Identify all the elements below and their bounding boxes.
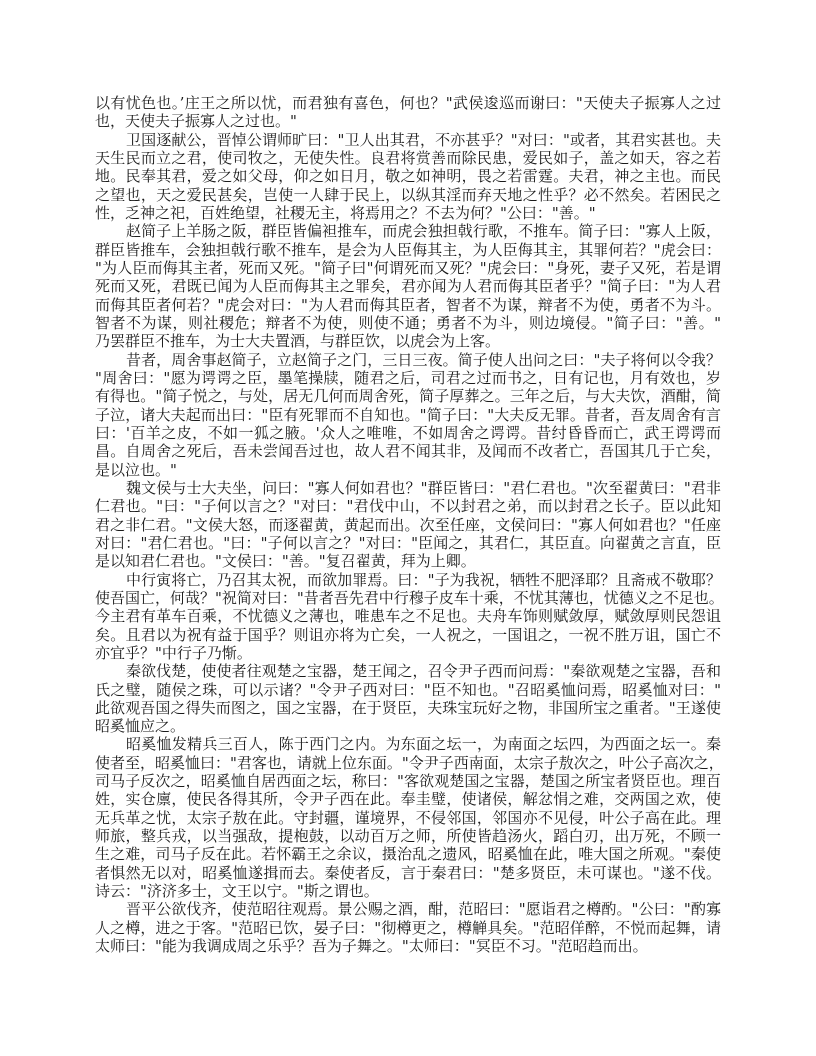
text-line: 性，乏神之祀，百姓绝望，社稷无主，将焉用之？不去为何？"公曰："善。" — [95, 203, 596, 222]
text-line: 晋平公欲伐齐，使范昭往观焉。景公赐之酒，酣，范昭曰："愿诣君之樽酌。"公曰："酌寡 — [126, 900, 721, 919]
text-line: 昭奚恤应之。 — [95, 717, 186, 736]
text-line: 之望也，天之爱民甚矣，岂使一人肆于民上，以纵其淫而弃天地之性乎？必不然矣。若困民之 — [95, 185, 721, 204]
text-line: 而侮其臣者何若？"虎会对曰："为人君而侮其臣者，智者不为谋，辩者不为使，勇者不为斗。 — [95, 295, 721, 314]
text-line: 司马子反次之，昭奚恤自居西面之坛，称曰："客欲观楚国之宝器，楚国之所宝者贤臣也。理百 — [95, 772, 721, 791]
text-line: 使者至，昭奚恤曰："君客也，请就上位东面。"令尹子西南面，太宗子敖次之，叶公子高次之， — [95, 753, 724, 772]
text-line: 姓，实仓廪，使民各得其所，令尹子西在此。奉圭璧，使诸侯，解忿悁之难，交两国之欢，使 — [95, 790, 721, 809]
paragraph — [95, 479, 721, 571]
text-line: 赵简子上羊肠之阪，群臣皆偏袒推车，而虎会独担戟行歌，不推车。简子曰："寡人上阪， — [126, 222, 721, 241]
text-line: 诗云："济济多士，文王以宁。"斯之谓也。 — [95, 882, 379, 901]
text-line: 以有忧色也。’庄王之所以忧，而君独有喜色，何也？"武侯逡巡而谢曰："天使夫子振寡人之过 — [95, 94, 721, 112]
text-line: 魏文侯与士大夫坐，问曰："寡人何如君也？"群臣皆曰："君仁君也。"次至翟黄曰："君非 — [126, 478, 721, 497]
text-line: 群臣皆推车，会独担戟行歌不推车，是会为人臣侮其主，为人臣侮其主，其罪何若？"虎会曰： — [95, 240, 721, 259]
text-line: "周舍曰："愿为谔谔之臣，墨笔操牍，随君之后，司君之过而书之，日有记也，月有效也，岁 — [95, 368, 721, 387]
paragraph — [95, 222, 721, 350]
text-line: 人之樽，进之于客。"范昭已饮，晏子曰："彻樽更之，樽觯具矣。"范昭佯醉，不悦而起舞，请 — [95, 918, 721, 937]
paragraph — [95, 351, 721, 479]
paragraph — [95, 662, 721, 735]
text-line: 使吾国亡，何哉？"祝简对曰："昔者吾先君中行穆子皮车十乘，不忧其薄也，忧德义之不足也。 — [95, 588, 724, 607]
text-line: 是以知君仁君也。"文侯曰："善。"复召翟黄，拜为上卿。 — [95, 552, 476, 571]
text-line: 死而又死，君既已闻为人臣而侮其主之罪矣，君亦闻为人君而侮其臣者乎？"简子曰："为人君 — [95, 277, 721, 296]
paragraph — [95, 131, 721, 223]
text-line: 是以泣也。" — [95, 460, 177, 479]
text-line: 有得也。"简子悦之，与处，居无几何而周舍死，简子厚葬之。三年之后，与大夫饮，酒酣，简 — [95, 387, 721, 406]
text-line: 昭奚恤发精兵三百人，陈于西门之内。为东面之坛一，为南面之坛四，为西面之坛一。秦 — [126, 735, 721, 754]
document-page — [95, 94, 724, 956]
text-line: 天生民而立之君，使司牧之，无使失性。良君将赏善而除民患，爱民如子，盖之如天，容之若 — [95, 148, 721, 167]
text-line: 矣。且君以为祝有益于国乎？则诅亦将为亡矣，一人祝之，一国诅之，一祝不胜万诅，国亡不 — [95, 625, 721, 644]
text-line: 曰：'百羊之皮，不如一狐之腋。'众人之唯唯，不如周舍之谔谔。昔纣昏昏而亡，武王谔谔而 — [95, 423, 721, 442]
text-line: 秦欲伐楚，使使者往观楚之宝器，楚王闻之，召令尹子西而问焉："秦欲观楚之宝器，吾和 — [126, 662, 721, 681]
text-line: 昌。自周舍之死后，吾未尝闻吾过也，故人君不闻其非，及闻而不改者亡，吾国其几于亡矣， — [95, 442, 721, 461]
paragraph — [95, 735, 724, 901]
paragraph — [95, 94, 721, 131]
text-line: 也，天使夫子振寡人之过也。" — [95, 112, 297, 131]
text-line: 此欲观吾国之得失而图之，国之宝器，在于贤臣，夫珠宝玩好之物，非国所宝之重者。"王遂使 — [95, 698, 721, 717]
text-line: 氏之璧，随侯之珠，可以示诸？"令尹子西对曰："臣不知也。"召昭奚恤问焉，昭奚恤对曰：" — [95, 680, 721, 699]
text-line: "为人臣而侮其主者，死而又死。"简子曰"何谓死而又死？"虎会曰："身死，妻子又死，若是谓 — [95, 258, 721, 277]
text-line: 师旅，整兵戎，以当强敌，提枹鼓，以动百万之师，所使皆趋汤火，蹈白刃，出万死，不顾一 — [95, 827, 721, 846]
text-line: 卫国逐献公，晋悼公谓师旷曰："卫人出其君，不亦甚乎？"对曰："或者，其君实甚也。夫 — [126, 130, 721, 149]
text-line: 昔者，周舍事赵简子，立赵简子之门，三日三夜。简子使人出问之曰："夫子将何以令我？ — [126, 350, 721, 369]
text-line: 今主君有革车百乘，不忧德义之薄也，唯患车之不足也。夫舟车饰则赋敛厚，赋敛厚则民怨诅 — [95, 607, 721, 626]
text-line: 地。民奉其君，爱之如父母，仰之如日月，敬之如神明，畏之若雷霆。夫君，神之主也。而民 — [95, 167, 721, 186]
text-line: 君之非仁君。"文侯大怒，而逐翟黄，黄起而出。次至任座，文侯问曰："寡人何如君也？"任座 — [95, 515, 721, 534]
text-line: 亦宜乎？"中行子乃惭。 — [95, 643, 252, 662]
text-line: 者惧然无以对，昭奚恤遂揖而去。秦使者反，言于秦君曰："楚多贤臣，未可谋也。"遂不伐。 — [95, 863, 721, 882]
text-line: 乃罢群臣不推车，为士大夫置酒，与群臣饮，以虎会为上客。 — [95, 332, 501, 351]
text-line: 仁君也。"曰："子何以言之？"对曰："君伐中山，不以封君之弟，而以封君之长子。臣以此知 — [95, 497, 721, 516]
text-line: 对曰："君仁君也。"曰："子何以言之？"对曰："臣闻之，其君仁，其臣直。向翟黄之言直，臣 — [95, 533, 721, 552]
text-line: 无兵革之忧，太宗子敖在此。守封疆，谨境界，不侵邻国，邻国亦不见侵，叶公子高在此。理 — [95, 808, 721, 827]
text-line: 智者不为谋，则社稷危；辩者不为使，则使不通；勇者不为斗，则边境侵。"简子曰："善。" — [95, 313, 721, 332]
text-line: 子泣，诸大夫起而出曰："臣有死罪而不自知也。"简子曰："大夫反无罪。昔者，吾友周舍有言 — [95, 405, 721, 424]
text-line: 太师曰："能为我调成周之乐乎？吾为子舞之。"太师曰："冥臣不习。"范昭趋而出。 — [95, 937, 648, 956]
text-line: 中行寅将亡，乃召其太祝，而欲加罪焉。曰："子为我祝，牺牲不肥泽耶？且斋戒不敬耶？ — [126, 570, 721, 589]
text-line: 生之难，司马子反在此。若怀霸王之余议，摄治乱之遗风，昭奚恤在此，唯大国之所观。"秦使 — [95, 845, 721, 864]
paragraph — [95, 900, 721, 955]
paragraph — [95, 570, 724, 663]
